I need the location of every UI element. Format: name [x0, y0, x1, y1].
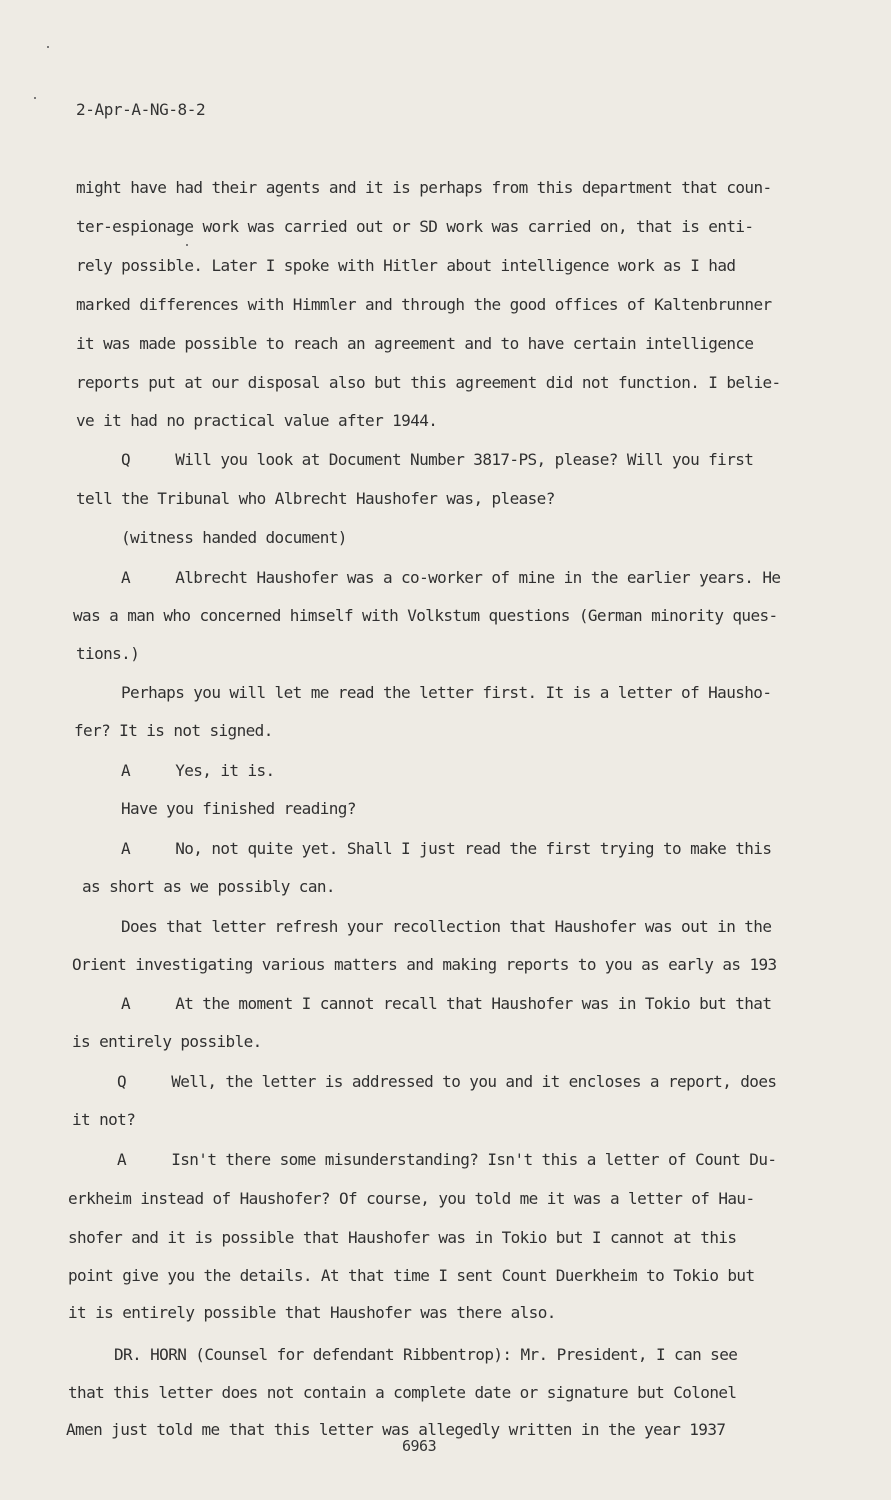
text-line: Perhaps you will let me read the letter first. It is a letter of Hausho- — [121, 683, 772, 702]
text-line: was a man who concerned himself with Volkstum questions (German minority ques- — [73, 606, 778, 625]
page-number: 6963 — [402, 1437, 437, 1455]
text-line: erkheim instead of Haushofer? Of course, you told me it was a letter of Hau- — [68, 1189, 755, 1208]
text-line: is entirely possible. — [72, 1032, 262, 1051]
text-line: Orient investigating various matters and making reports to you as early as 193 — [72, 955, 777, 974]
text-line: might have had their agents and it is perhaps from this department that coun- — [76, 178, 772, 197]
text-line: as short as we possibly can. — [82, 877, 335, 896]
text-line: (witness handed document) — [121, 528, 347, 547]
text-line: it was made possible to reach an agreement and to have certain intelligence — [76, 334, 754, 353]
ink-speck — [34, 97, 36, 99]
text-line: shofer and it is possible that Haushofer was in Tokio but I cannot at this — [68, 1228, 737, 1247]
text-line: it is entirely possible that Haushofer was there also. — [68, 1303, 556, 1322]
text-line: tell the Tribunal who Albrecht Haushofer was, please? — [76, 489, 555, 508]
text-line: Amen just told me that this letter was allegedly written in the year 1937 — [66, 1420, 726, 1439]
text-line: A Albrecht Haushofer was a co-worker of mine in the earlier years. He — [121, 568, 781, 587]
text-line: A No, not quite yet. Shall I just read the first trying to make this — [121, 839, 772, 858]
text-line: DR. HORN (Counsel for defendant Ribbentrop): Mr. President, I can see — [114, 1345, 738, 1364]
text-line: Q Well, the letter is addressed to you and it encloses a report, does — [117, 1072, 777, 1091]
text-line: that this letter does not contain a complete date or signature but Colonel — [68, 1383, 737, 1402]
page-identifier: 2-Apr-A-NG-8-2 — [76, 100, 206, 119]
text-line: reports put at our disposal also but this agreement did not function. I belie- — [76, 373, 781, 392]
text-line: A Isn't there some misunderstanding? Isn't this a letter of Count Du- — [117, 1150, 777, 1169]
ink-speck — [47, 46, 49, 48]
text-line: A Yes, it is. — [121, 761, 275, 780]
text-line: A At the moment I cannot recall that Haushofer was in Tokio but that — [121, 994, 772, 1013]
text-line: Does that letter refresh your recollection that Haushofer was out in the — [121, 917, 772, 936]
text-line: ve it had no practical value after 1944. — [76, 411, 438, 430]
text-line: Have you finished reading? — [121, 799, 356, 818]
text-line: fer? It is not signed. — [74, 721, 273, 740]
text-line: it not? — [72, 1110, 136, 1129]
text-line: tions.) — [76, 644, 140, 663]
text-line: Q Will you look at Document Number 3817-PS, please? Will you first — [121, 450, 754, 469]
text-line: ter-espionage work was carried out or SD work was carried on, that is enti- — [76, 217, 754, 236]
text-line: rely possible. Later I spoke with Hitler about intelligence work as I had — [76, 256, 736, 275]
text-line: marked differences with Himmler and through the good offices of Kaltenbrunner — [76, 295, 772, 314]
text-line: point give you the details. At that time I sent Count Duerkheim to Tokio but — [68, 1266, 755, 1285]
ink-speck — [186, 244, 188, 246]
